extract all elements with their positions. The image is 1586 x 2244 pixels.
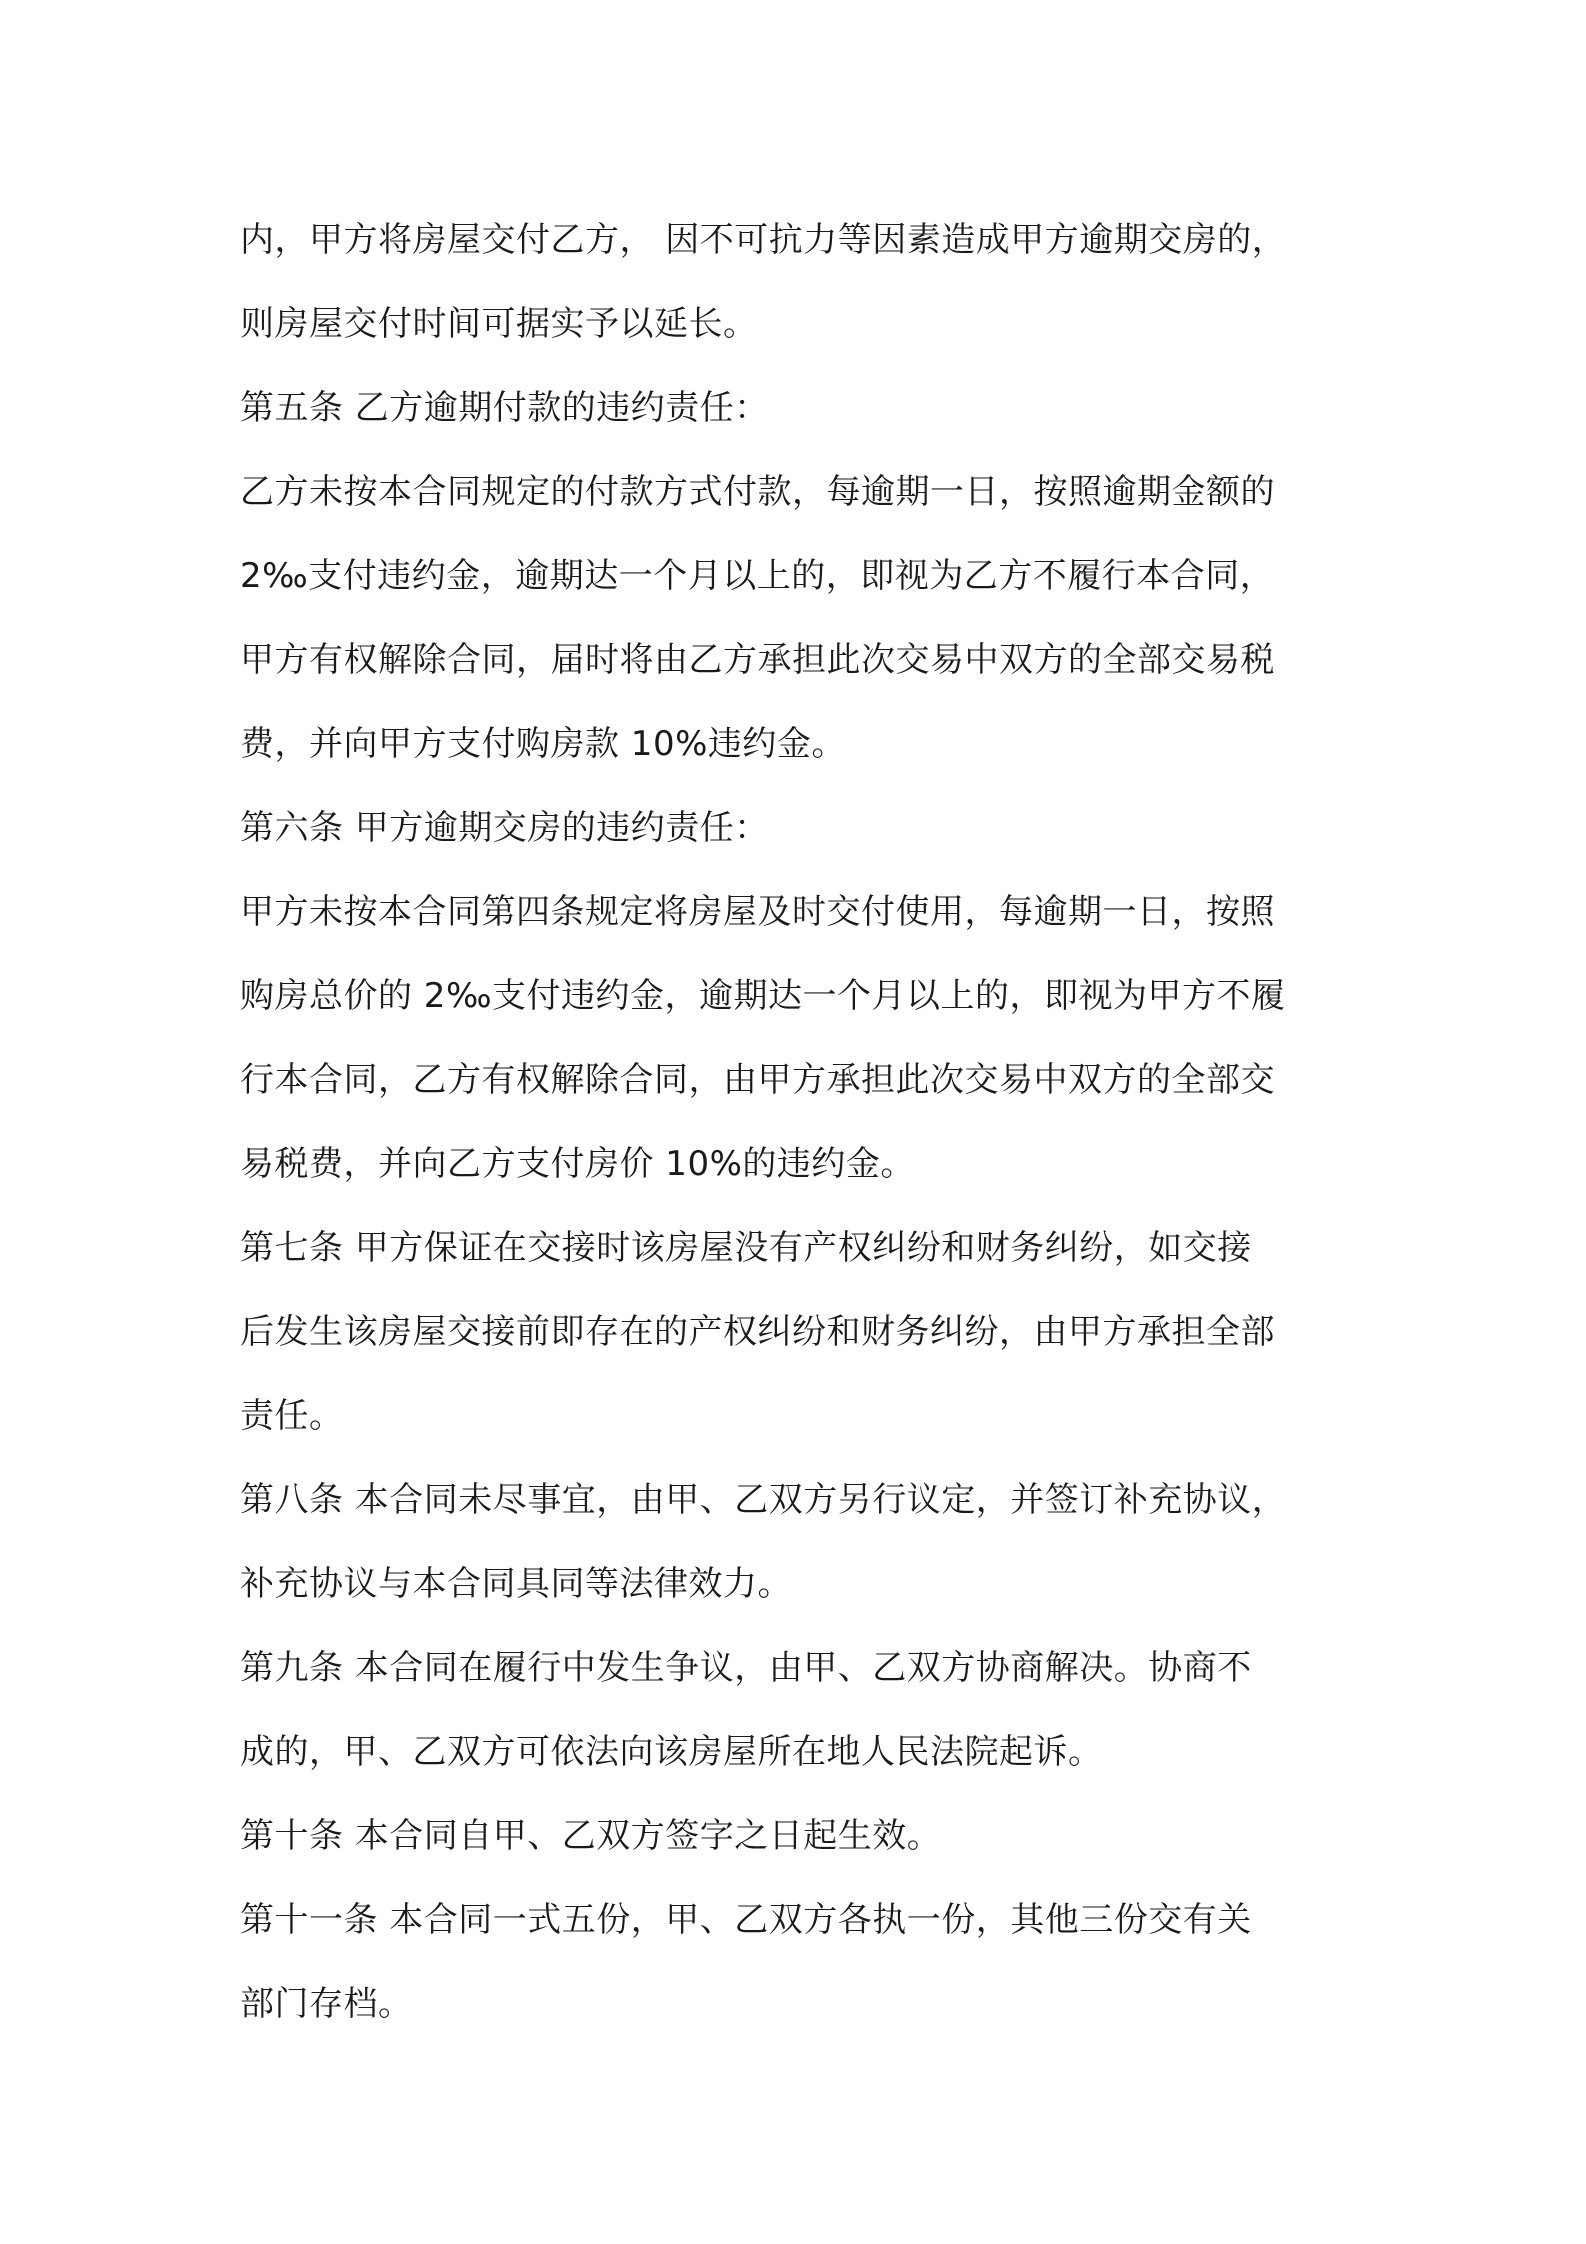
text-line: 费，并向甲方支付购房款 10%违约金。 [240,724,846,764]
article-5-heading: 第五条 乙方逾期付款的违约责任： [240,388,769,428]
text-line: 部门存档。 [240,1984,413,2024]
text-line: 成的，甲、乙双方可依法向该房屋所在地人民法院起诉。 [240,1732,1103,1772]
text-line: 内，甲方将房屋交付乙方， 因不可抗力等因素造成甲方逾期交房的， [240,220,1287,260]
text-line: 甲方未按本合同第四条规定将房屋及时交付使用，每逾期一日，按照 [240,892,1275,932]
article-8-text: 第八条 本合同未尽事宜，由甲、乙双方另行议定，并签订补充协议， [240,1480,1287,1520]
text-line: 乙方未按本合同规定的付款方式付款，每逾期一日，按照逾期金额的 [240,472,1275,512]
text-line: 责任。 [240,1396,344,1436]
article-6-heading: 第六条 甲方逾期交房的违约责任： [240,808,769,848]
text-line: 易税费，并向乙方支付房价 10%的违约金。 [240,1144,915,1184]
article-10-text: 第十条 本合同自甲、乙双方签字之日起生效。 [240,1816,942,1856]
article-9-text: 第九条 本合同在履行中发生争议，由甲、乙双方协商解决。协商不 [240,1648,1252,1688]
text-line: 甲方有权解除合同，届时将由乙方承担此次交易中双方的全部交易税 [240,640,1275,680]
text-line: 2‰支付违约金，逾期达一个月以上的，即视为乙方不履行本合同， [240,556,1275,596]
text-line: 补充协议与本合同具同等法律效力。 [240,1564,792,1604]
article-11-text: 第十一条 本合同一式五份，甲、乙双方各执一份，其他三份交有关 [240,1900,1252,1940]
article-7-text: 第七条 甲方保证在交接时该房屋没有产权纠纷和财务纠纷，如交接 [240,1228,1252,1268]
text-line: 后发生该房屋交接前即存在的产权纠纷和财务纠纷，由甲方承担全部 [240,1312,1275,1352]
text-line: 则房屋交付时间可据实予以延长。 [240,304,758,344]
text-line: 购房总价的 2‰支付违约金，逾期达一个月以上的，即视为甲方不履 [240,976,1286,1016]
text-line: 行本合同，乙方有权解除合同，由甲方承担此次交易中双方的全部交 [240,1060,1275,1100]
contract-body [240,198,1360,2046]
